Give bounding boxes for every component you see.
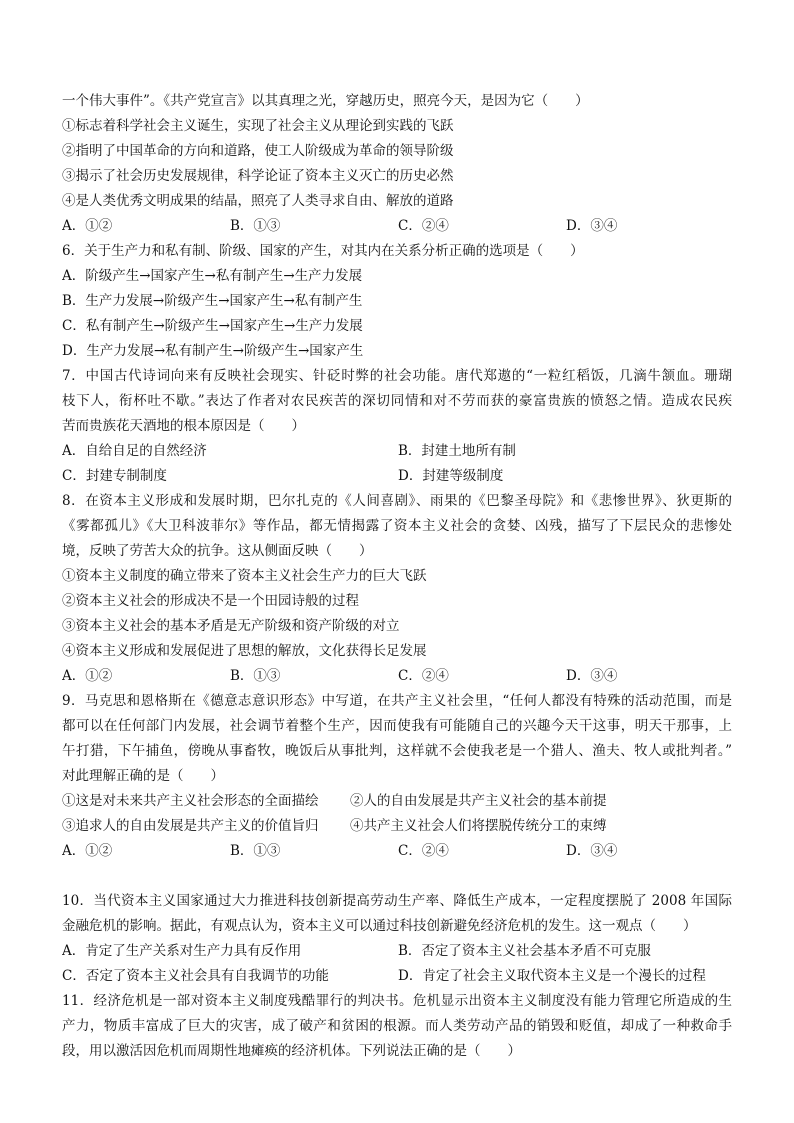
q5-option-c[interactable]: C．②④ [398,218,449,234]
q9-statements-row-1 [62,791,732,811]
q8-option-c[interactable]: C．②④ [398,668,449,684]
q7-option-a[interactable]: A．自给自足的自然经济 [62,443,207,459]
q8-options-row [62,666,732,686]
q11-stem-line-3: 段，用以激活因危机而周期性地瘫痪的经济机体。下列说法正确的是（ ） [62,1043,521,1059]
q7-option-d[interactable]: D．封建等级制度 [398,468,504,484]
q9-option-c[interactable]: C．②④ [398,843,449,859]
q9-statement-2: ②人的自由发展是共产主义社会的基本前提 [350,793,607,809]
q10-options-row-2 [62,966,732,986]
q9-statement-3: ③追求人的自由发展是共产主义的价值旨归 [62,818,319,834]
q8-option-d[interactable]: D．③④ [566,668,618,684]
q8-stem-line-1: 8．在资本主义形成和发展时期，巴尔扎克的《人间喜剧》、雨果的《巴黎圣母院》和《悲惨世界》、狄更斯的 [62,493,732,509]
q10-stem-line-2: 金融危机的影响。据此，有观点认为，资本主义可以通过科技创新避免经济危机的发生。这一观点（ ） [62,918,697,934]
q9-stem-line-1: 9．马克思和恩格斯在《德意志意识形态》中写道，在共产主义社会里，“任何人都没有特殊的活动范围，而是 [62,693,732,709]
q5-statement-4: ④是人类优秀文明成果的结晶，照亮了人类寻求自由、解放的道路 [62,193,454,209]
q10-stem-line-1: 10．当代资本主义国家通过大力推进科技创新提高劳动生产率、降低生产成本，一定程度摆脱了 2008 年国际 [62,893,732,909]
q6-option-b[interactable]: B．生产力发展→阶级产生→国家产生→私有制产生 [62,293,363,309]
q7-stem-line-3: 苦而贵族花天酒地的根本原因是（ ） [62,418,305,434]
q9-options-row [62,841,732,861]
q7-option-c[interactable]: C．封建专制制度 [62,468,167,484]
q7-options-row-2 [62,466,732,486]
q9-statement-1: ①这是对未来共产主义社会形态的全面描绘 [62,793,319,809]
q8-statement-1: ①资本主义制度的确立带来了资本主义社会生产力的巨大飞跃 [62,568,427,584]
q6-stem: 6．关于生产力和私有制、阶级、国家的产生，对其内在关系分析正确的选项是（ ） [62,243,584,259]
q7-stem-line-1: 7．中国古代诗词向来有反映社会现实、针砭时弊的社会功能。唐代郑遨的“一粒红稻饭，几滴牛颔血。珊瑚 [62,368,732,384]
q9-stem-line-4: 对此理解正确的是（ ） [62,768,224,784]
q10-option-c[interactable]: C．否定了资本主义社会具有自我调节的功能 [62,968,329,984]
q10-option-d[interactable]: D．肯定了社会主义取代资本主义是一个漫长的过程 [398,968,706,984]
q5-statement-2: ②指明了中国革命的方向和道路，使工人阶级成为革命的领导阶级 [62,143,454,159]
q6-option-d[interactable]: D．生产力发展→私有制产生→阶级产生→国家产生 [62,343,364,359]
q11-stem-line-1: 11．经济危机是一部对资本主义制度残酷罪行的判决书。危机显示出资本主义制度没有能力管理它所造成的生 [62,993,732,1009]
q9-stem-line-3: 午打猎，下午捕鱼，傍晚从事畜牧，晚饭后从事批判，这样就不会使我老是一个猎人、渔夫、牧人或批判者。” [62,743,732,759]
q7-stem-line-2: 枝下人，衔杯吐不歇。”表达了作者对农民疾苦的深切同情和对不劳而获的豪富贵族的愤怒之情。造成农民疾 [62,393,732,409]
q8-statement-3: ③资本主义社会的基本矛盾是无产阶级和资产阶级的对立 [62,618,400,634]
q5-stem-tail: 一个伟大事件”。《共产党宣言》以其真理之光，穿越历史，照亮今天，是因为它（ ） [62,93,589,109]
q5-statement-3: ③揭示了社会历史发展规律，科学论证了资本主义灭亡的历史必然 [62,168,454,184]
q9-option-d[interactable]: D．③④ [566,843,618,859]
q9-statement-4: ④共产主义社会人们将摆脱传统分工的束缚 [350,818,607,834]
q10-option-b[interactable]: B．否定了资本主义社会基本矛盾不可克服 [398,943,651,959]
q9-statements-row-2 [62,816,732,836]
q8-option-b[interactable]: B．①③ [230,668,281,684]
q6-option-c[interactable]: C．私有制产生→阶级产生→国家产生→生产力发展 [62,318,363,334]
q7-option-b[interactable]: B．封建土地所有制 [398,443,516,459]
q5-options-row [62,216,732,236]
q8-stem-line-2: 《雾都孤儿》《大卫科波菲尔》等作品，都无情揭露了资本主义社会的贪婪、凶残，描写了下层民众的悲惨处 [62,518,732,534]
q9-option-a[interactable]: A．①② [62,843,113,859]
q9-option-b[interactable]: B．①③ [230,843,281,859]
q9-stem-line-2: 都可以在任何部门内发展，社会调节着整个生产，因而使我有可能随自己的兴趣今天干这事，明天干那事，上 [62,718,732,734]
q8-stem-line-3: 境，反映了劳苦大众的抗争。这从侧面反映（ ） [62,543,373,559]
q5-option-a[interactable]: A．①② [62,218,113,234]
q6-option-a[interactable]: A．阶级产生→国家产生→私有制产生→生产力发展 [62,268,363,284]
q10-option-a[interactable]: A．肯定了生产关系对生产力具有反作用 [62,943,302,959]
q8-statement-2: ②资本主义社会的形成决不是一个田园诗般的过程 [62,593,359,609]
q11-stem-line-2: 产力，物质丰富成了巨大的灾害，成了破产和贫困的根源。而人类劳动产品的销毁和贬值，却成了一种救命手 [62,1018,732,1034]
q7-options-row-1 [62,441,732,461]
q5-option-d[interactable]: D．③④ [566,218,618,234]
q8-option-a[interactable]: A．①② [62,668,113,684]
q5-statement-1: ①标志着科学社会主义诞生，实现了社会主义从理论到实践的飞跃 [62,118,454,134]
q8-statement-4: ④资本主义形成和发展促进了思想的解放，文化获得长足发展 [62,643,427,659]
q10-options-row-1 [62,941,732,961]
q5-option-b[interactable]: B．①③ [230,218,281,234]
